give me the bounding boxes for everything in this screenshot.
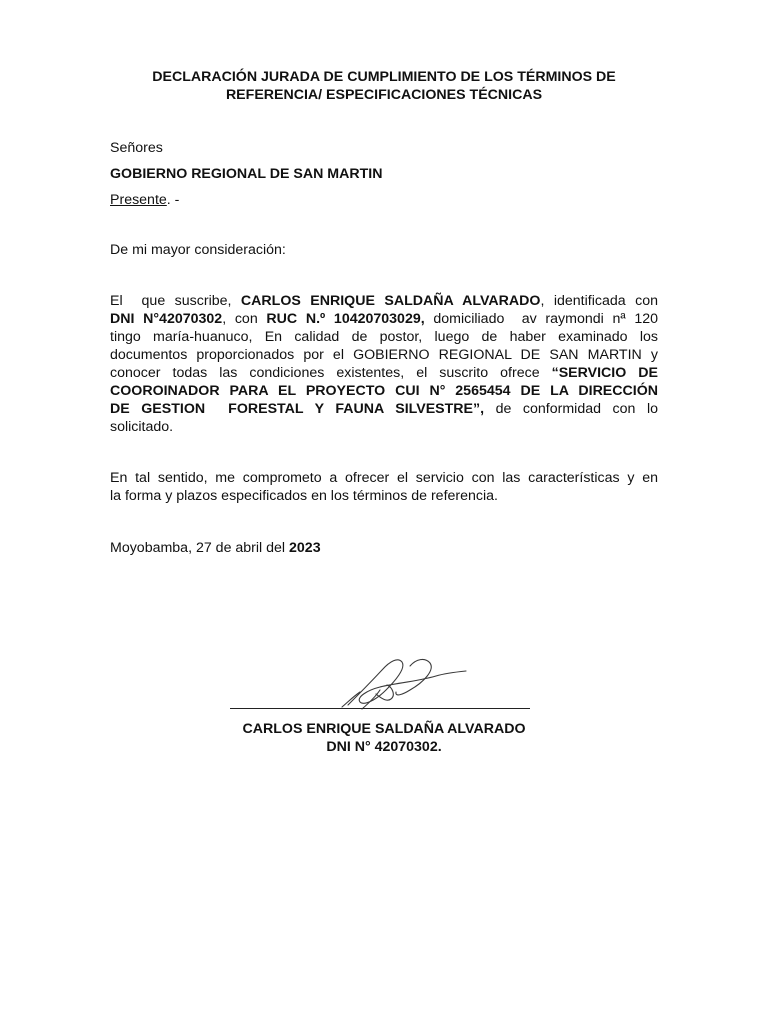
body-text: , con: [222, 311, 267, 327]
title-line-1: DECLARACIÓN JURADA DE CUMPLIMIENTO DE LOS TÉRMINOS DE: [152, 69, 616, 85]
signature-line: [230, 708, 530, 709]
body-line: [110, 382, 658, 400]
salutation-senores: Señores: [110, 140, 163, 156]
signer-name: CARLOS ENRIQUE SALDAÑA ALVARADO: [242, 721, 526, 737]
body-text: conocer todas las condiciones existentes, el suscrito ofrece: [110, 365, 552, 381]
body-line: [110, 418, 658, 436]
service-title: COOROINADOR PARA EL PROYECTO CUI N° 2565454 DE LA DIRECCIÓN: [110, 383, 658, 399]
body-paragraph: [110, 292, 658, 436]
title-line-2: REFERENCIA/ ESPECIFICACIONES TÉCNICAS: [225, 87, 543, 103]
body-line: [110, 310, 658, 328]
ruc-inline: RUC N.º 10420703029,: [266, 311, 425, 327]
greeting: De mi mayor consideración:: [110, 242, 286, 258]
body-line: [110, 328, 658, 346]
body-text: domiciliado av raymondi nª 120: [424, 311, 659, 327]
body-text: la forma y plazos especificados en los términos de referencia.: [110, 488, 498, 504]
dni-inline: DNI N°42070302: [110, 311, 223, 327]
body-text: tingo maría-huanuco, En calidad de postor, luego de haber examinado los: [110, 329, 658, 345]
body-line: [110, 400, 658, 418]
document-title: [110, 68, 658, 104]
signer-dni: DNI N° 42070302.: [326, 739, 442, 755]
date-year: 2023: [289, 540, 321, 556]
body-text: solicitado.: [110, 419, 174, 435]
presente-word: Presente: [110, 192, 167, 208]
date-text: Moyobamba, 27 de abril del: [110, 540, 290, 556]
body-text: El que suscribe,: [110, 293, 241, 309]
body-text: documentos proporcionados por el GOBIERNO REGIONAL DE SAN MARTIN y: [110, 347, 658, 363]
body-text: de conformidad con lo: [484, 401, 658, 417]
body-line: [110, 292, 658, 310]
signature-block: [110, 720, 658, 756]
salutation-recipient: GOBIERNO REGIONAL DE SAN MARTIN: [110, 166, 383, 182]
signer-name-inline: CARLOS ENRIQUE SALDAÑA ALVARADO: [240, 293, 541, 309]
presente-suffix: . -: [166, 192, 180, 208]
body-text: , identificada con: [540, 293, 658, 309]
commitment-paragraph: [110, 469, 658, 505]
service-title: “SERVICIO DE: [551, 365, 658, 381]
commitment-line: [110, 469, 658, 487]
commitment-line: [110, 487, 658, 505]
body-text: En tal sentido, me comprometo a ofrecer el servicio con las características y en: [110, 470, 658, 486]
body-line: [110, 346, 658, 364]
salutation-presente: [110, 191, 179, 209]
handwritten-signature: [230, 650, 540, 720]
date-line: [110, 539, 321, 557]
body-line: [110, 364, 658, 382]
service-title: DE GESTION FORESTAL Y FAUNA SILVESTRE”,: [110, 401, 485, 417]
